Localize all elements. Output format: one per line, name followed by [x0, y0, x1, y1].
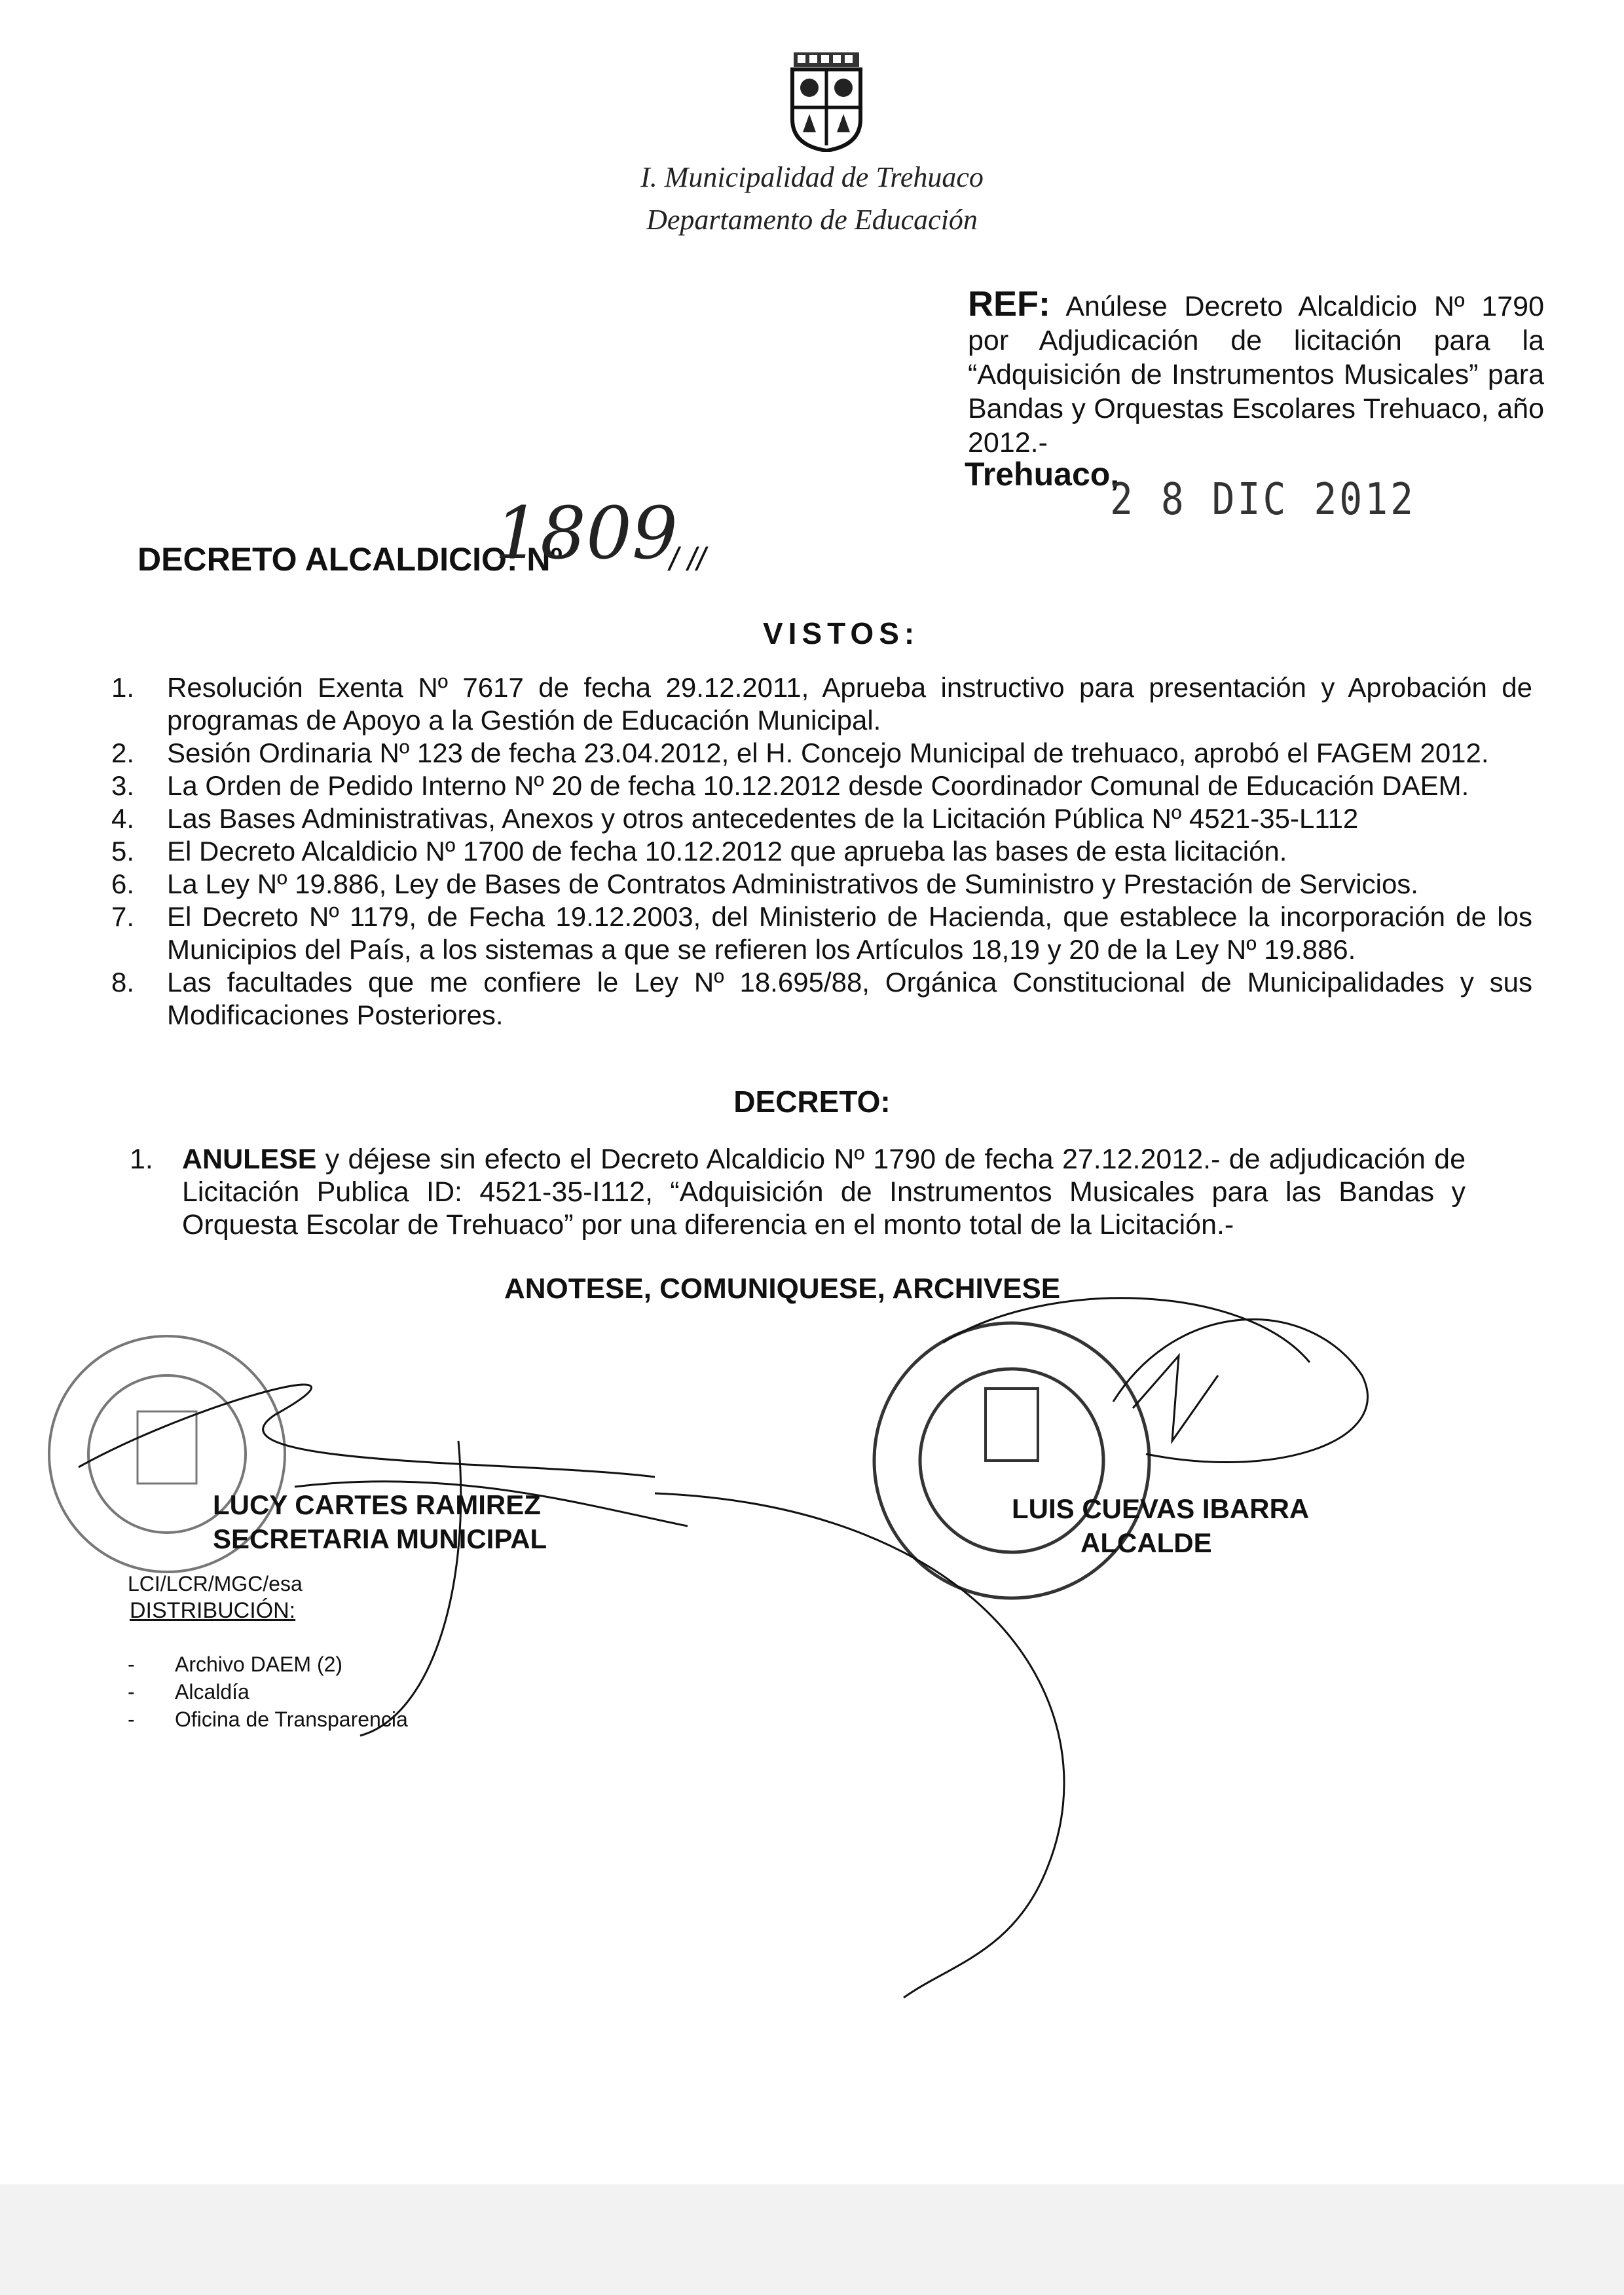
date-stamp: 2 8 DIC 2012 [1110, 473, 1416, 525]
scan-bottom-margin [0, 2184, 1624, 2295]
decree-number-handwritten: 1809 [494, 491, 678, 575]
initials: LCI/LCR/MGC/esa [128, 1572, 303, 1595]
distribution-dash: - [128, 1707, 135, 1731]
distribution-item [128, 1651, 408, 1678]
decreto-item-number: 1. [130, 1144, 153, 1175]
municipality-header: I. Municipalidad de Trehuaco [640, 161, 984, 193]
vistos-item-text: La Ley Nº 19.886, Ley de Bases de Contratos Administrativos de Suministro y Prestación de Servicios. [167, 868, 1418, 899]
distribution-item [128, 1706, 408, 1733]
distribution-text: Archivo DAEM (2) [175, 1652, 343, 1676]
vistos-item-number: 3. [111, 770, 135, 801]
distribution-item [128, 1678, 408, 1706]
vistos-item-number: 6. [111, 868, 135, 899]
vistos-item-text: Resolución Exenta Nº 7617 de fecha 29.12.2011, Aprueba instructivo para presentación y Aprobación de programas de Apoyo a la Gestión de Educación Municipal. [167, 672, 1532, 736]
closing-formula: ANOTESE, COMUNIQUESE, ARCHIVESE [504, 1273, 1061, 1305]
vistos-item-text: Las facultades que me confiere le Ley Nº 18.695/88, Orgánica Constitucional de Municipalidades y sus Modificaciones Posteriores. [167, 967, 1532, 1030]
distribution-dash: - [128, 1652, 135, 1676]
vistos-item-text: Sesión Ordinaria Nº 123 de fecha 23.04.2012, el H. Concejo Municipal de trehuaco, aprobó el FAGEM 2012. [167, 737, 1489, 768]
decree-number-suffix: / // [669, 541, 706, 578]
vistos-item-text: El Decreto Alcaldicio Nº 1700 de fecha 10.12.2012 que aprueba las bases de esta licitación. [167, 836, 1287, 867]
vistos-item-number: 8. [111, 967, 135, 998]
signatory-right-title: ALCALDE [1080, 1527, 1212, 1558]
decreto-item-text: y déjese sin efecto el Decreto Alcaldicio Nº 1790 de fecha 27.12.2012.- de adjudicación de Licitación Publica ID: 4521-35-I112, “Adquisición de Instrumentos Musicales para las Bandas y Orquesta Escolar de Trehuaco” por una diferencia en el monto total de la Licitación.- [182, 1144, 1466, 1241]
place-label: Trehuaco, [965, 456, 1120, 493]
signatory-left-title: SECRETARIA MUNICIPAL [213, 1523, 547, 1554]
vistos-item-number: 1. [111, 672, 135, 703]
vistos-item-number: 5. [111, 836, 135, 867]
vistos-item-text: La Orden de Pedido Interno Nº 20 de fecha 10.12.2012 desde Coordinador Comunal de Educación DAEM. [167, 770, 1469, 801]
signatory-right [1012, 1492, 1309, 1560]
vistos-item-text: Las Bases Administrativas, Anexos y otros antecedentes de la Licitación Pública Nº 4521-35-L112 [167, 803, 1359, 834]
vistos-item-text: El Decreto Nº 1179, de Fecha 19.12.2003, del Ministerio de Hacienda, que establece la incorporación de los Municipios del País, a los sistemas a que se refieren los Artículos 18,19 y 20 de la Ley Nº 19.886. [167, 901, 1532, 965]
distribution-dash: - [128, 1680, 135, 1704]
decree-number-label: DECRETO ALCALDICIO: Nº [138, 541, 563, 578]
vistos-item-number: 7. [111, 901, 135, 932]
vistos-item-number: 4. [111, 803, 135, 834]
signatory-right-name: LUIS CUEVAS IBARRA [1012, 1493, 1310, 1524]
distribution-text: Oficina de Transparencia [175, 1707, 408, 1731]
distribution-list [128, 1651, 408, 1733]
vistos-title: VISTOS: [763, 616, 920, 650]
signatory-left-name: LUCY CARTES RAMIREZ [213, 1489, 541, 1520]
reference-text: Anúlese Decreto Alcaldicio Nº 1790 por Adjudicación de licitación para la “Adquisición de Instrumentos Musicales” para Bandas y Orquestas Escolares Trehuaco, año 2012.- [968, 291, 1544, 458]
vistos-item-number: 2. [111, 737, 135, 768]
distribution-text: Alcaldía [175, 1680, 249, 1704]
distribution-title: DISTRIBUCIÓN: [130, 1598, 296, 1623]
department-header: Departamento de Educación [646, 204, 978, 236]
signatory-left [213, 1488, 547, 1556]
reference-label: REF: [968, 284, 1050, 324]
decreto-title: DECRETO: [733, 1085, 891, 1119]
decreto-item-verb: ANULESE [182, 1144, 317, 1175]
